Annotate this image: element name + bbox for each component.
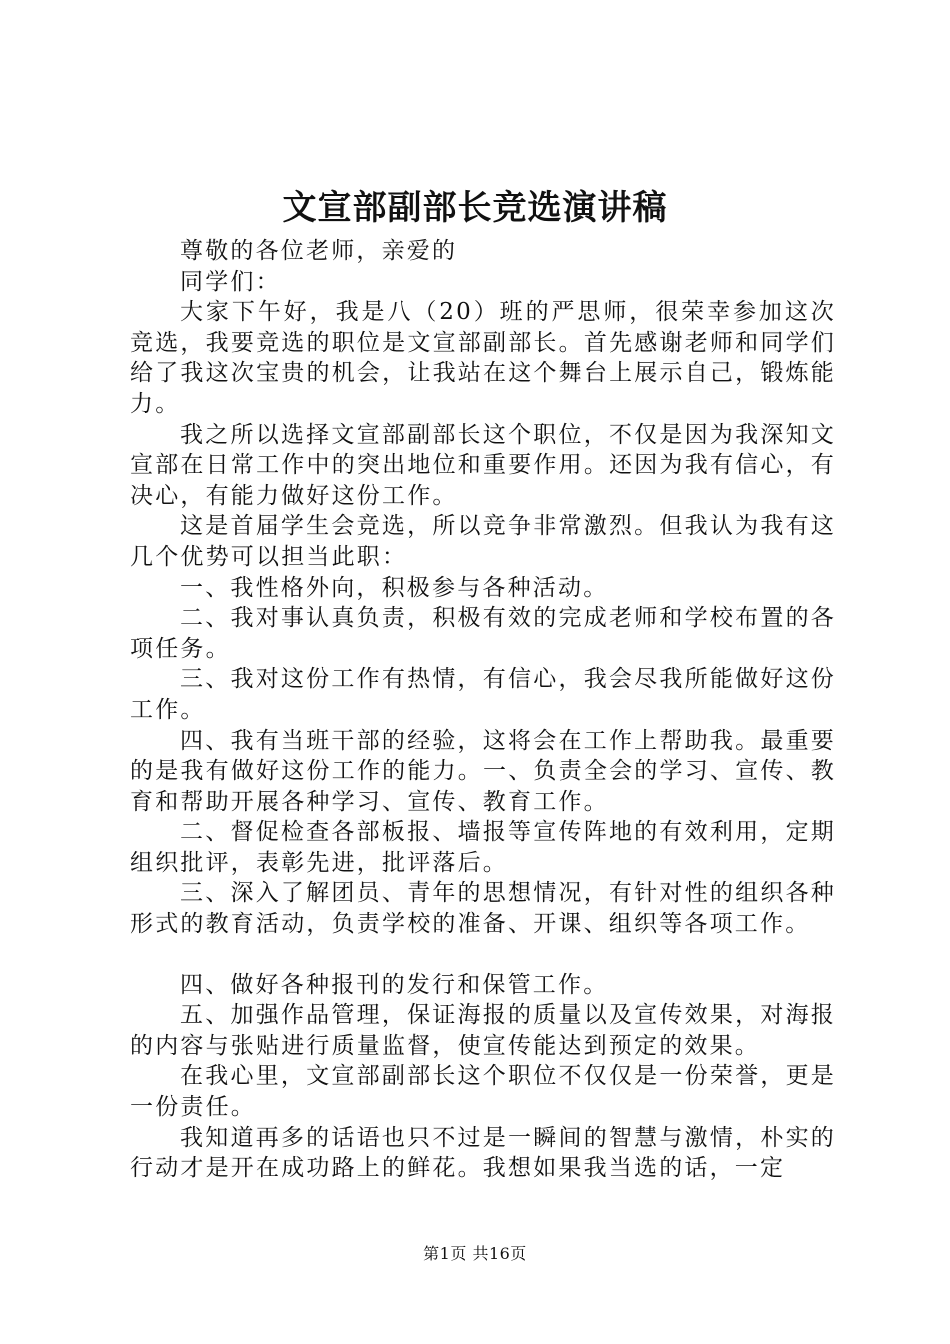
paragraph-salutation-cont: 同学们： — [180, 268, 281, 295]
paragraph-duty-3: 三、深入了解团员、青年的思想情况，有针对性的组织各种形式的教育活动，负责学校的准备、开课、组织等各项工作。 — [130, 880, 836, 938]
page-number-footer: 第1页 共16页 — [423, 1244, 527, 1263]
paragraph-point-1: 一、我性格外向，积极参与各种活动。 — [180, 574, 609, 601]
paragraph-duty-5: 五、加强作品管理，保证海报的质量以及宣传效果，对海报的内容与张贴进行质量监督，使宣传能达到预定的效果。 — [130, 1002, 836, 1059]
document-body — [130, 236, 836, 1184]
paragraph-reason: 我之所以选择文宣部副部长这个职位，不仅是因为我深知文宣部在日常工作中的突出地位和重要作用。还因为我有信心，有决心，有能力做好这份工作。 — [130, 421, 836, 509]
paragraph-honor: 在我心里，文宣部副部长这个职位不仅仅是一份荣誉，更是一份责任。 — [130, 1063, 836, 1121]
paragraph-point-4: 四、我有当班干部的经验，这将会在工作上帮助我。最重要的是我有做好这份工作的能力。一、负责全会的学习、宣传、教育和帮助开展各种学习、宣传、教育工作。 — [130, 727, 836, 815]
paragraph-advantages: 这是首届学生会竞选，所以竞争非常激烈。但我认为我有这几个优势可以担当此职： — [130, 513, 836, 570]
paragraph-duty-2: 二、督促检查各部板报、墙报等宣传阵地的有效利用，定期组织批评，表彰先进，批评落后。 — [130, 819, 836, 876]
paragraph-closing: 我知道再多的话语也只不过是一瞬间的智慧与激情，朴实的行动才是开在成功路上的鲜花。我想如果我当选的话，一定 — [130, 1124, 836, 1182]
paragraph-intro: 大家下午好，我是八（20）班的严思师，很荣幸参加这次竞选，我要竞选的职位是文宣部副部长。首先感谢老师和同学们给了我这次宝贵的机会，让我站在这个舞台上展示自己，锻炼能力。 — [130, 299, 836, 417]
paragraph-duty-4: 四、做好各种报刊的发行和保管工作。 — [180, 971, 609, 998]
paragraph-point-2: 二、我对事认真负责，积极有效的完成老师和学校布置的各项任务。 — [130, 605, 836, 662]
paragraph-point-3: 三、我对这份工作有热情，有信心，我会尽我所能做好这份工作。 — [130, 666, 836, 723]
paragraph-salutation: 尊敬的各位老师，亲爱的 — [180, 238, 458, 264]
document-title: 文宣部副部长竞选演讲稿 — [282, 188, 668, 228]
